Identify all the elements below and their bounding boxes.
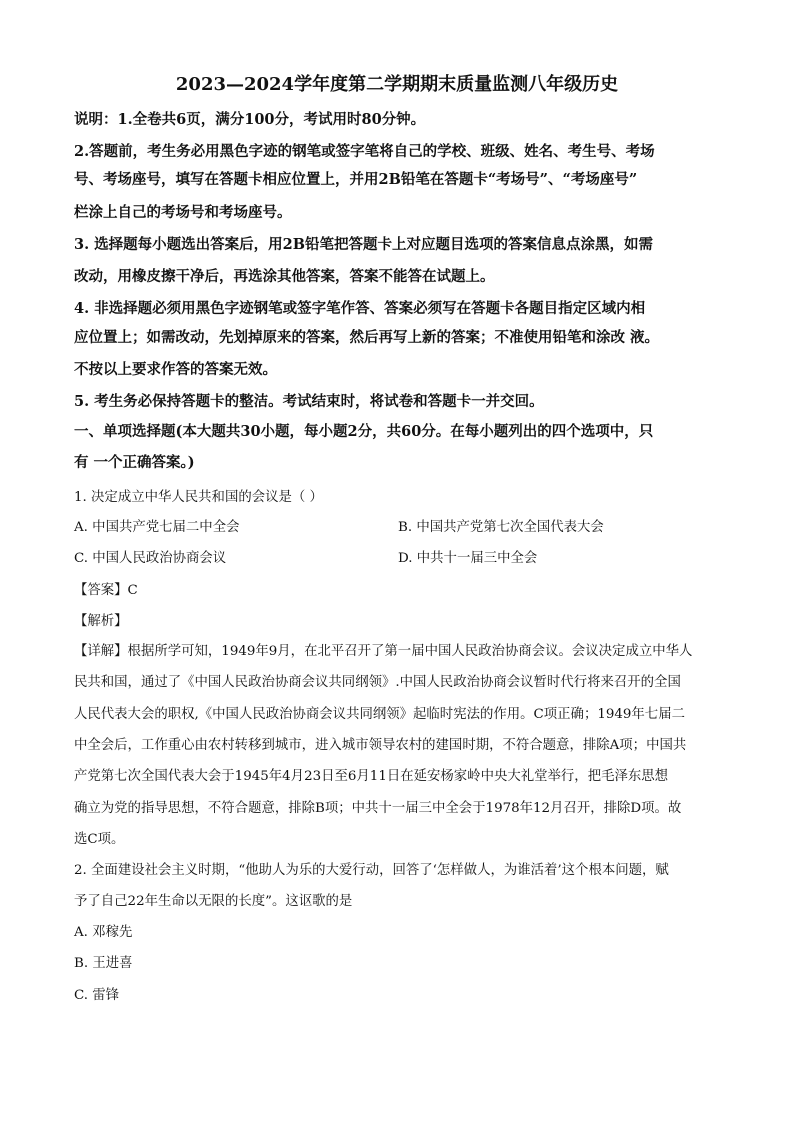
question-2-stem: 予了自己22年生命以无限的长度”。这讴歌的是 bbox=[74, 894, 353, 909]
q1-detail-line: 确立为党的指导思想，不符合题意，排除B项；中共十一届三中全会于1978年12月召开，排除D项。故 bbox=[74, 801, 682, 816]
instruction-line: 说明：1.全卷共6页，满分100分，考试用时80分钟。 bbox=[74, 111, 426, 128]
q1-option-b: B. 中国共产党第七次全国代表大会 bbox=[398, 520, 604, 535]
q1-answer: 【答案】C bbox=[74, 583, 138, 598]
q1-option-a: A. 中国共产党七届二中全会 bbox=[74, 520, 240, 535]
q2-option-a: A. 邓稼先 bbox=[74, 925, 133, 940]
instruction-line: 5. 考生务必保持答题卡的整洁。考试结束时，将试卷和答题卡一并交回。 bbox=[74, 393, 544, 410]
section-heading: 一、单项选择题(本大题共30小题，每小题2分，共60分。在每小题列出的四个选项中，只 bbox=[74, 423, 654, 440]
q1-detail-line: 民共和国，通过了《中国人民政治协商会议共同纲领》.中国人民政治协商会议暂时代行将来召开的全国 bbox=[74, 675, 681, 690]
instruction-line: 不按以上要求作答的答案无效。 bbox=[74, 361, 277, 378]
q1-detail-line: 【详解】根据所学可知，1949年9月，在北平召开了第一届中国人民政治协商会议。会议决定成立中华人 bbox=[74, 644, 693, 659]
instruction-line: 栏涂上自己的考场号和考场座号。 bbox=[74, 204, 292, 221]
q1-detail-line: 产党第七次全国代表大会于1945年4月23日至6月11日在延安杨家岭中央大礼堂举行，把毛泽东思想 bbox=[74, 769, 669, 784]
q2-option-b: B. 王进喜 bbox=[74, 956, 133, 971]
q1-option-d: D. 中共十一届三中全会 bbox=[398, 551, 538, 566]
q2-option-c: C. 雷锋 bbox=[74, 988, 120, 1003]
instruction-line: 号、考场座号，填写在答题卡相应位置上，并用2B铅笔在答题卡“考场号”、“考场座号” bbox=[74, 171, 638, 188]
question-1-stem: 1. 决定成立中华人民共和国的会议是（ ） bbox=[74, 490, 323, 505]
instruction-line: 3. 选择题每小题选出答案后，用2B铅笔把答题卡上对应题目选项的答案信息点涂黑，如需 bbox=[74, 236, 654, 253]
question-2-stem: 2. 全面建设社会主义时期，“他助人为乐的大爱行动，回答了‘怎样做人，为谁活着’这个根本问题，赋 bbox=[74, 863, 669, 878]
instruction-line: 应位置上；如需改动，先划掉原来的答案，然后再写上新的答案；不准使用铅笔和涂改 液。 bbox=[74, 329, 660, 346]
instruction-line: 4. 非选择题必须用黑色字迹钢笔或签字笔作答、答案必须写在答题卡各题目指定区域内相 bbox=[74, 300, 646, 317]
instruction-line: 改动，用橡皮擦干净后，再选涂其他答案，答案不能答在试题上。 bbox=[74, 268, 495, 285]
instruction-line: 2.答题前，考生务必用黑色字迹的钢笔或签字笔将自己的学校、班级、姓名、考生号、考场 bbox=[74, 143, 655, 160]
q1-analysis-label: 【解析】 bbox=[74, 614, 128, 629]
page-title: 2023—2024学年度第二学期期末质量监测八年级历史 bbox=[175, 74, 619, 95]
q1-detail-line: 人民代表大会的职权,《中国人民政治协商会议共同纲领》起临时宪法的作用。C项正确；1949年七届二 bbox=[74, 707, 685, 722]
q1-detail-line: 选C项。 bbox=[74, 832, 125, 847]
section-heading: 有 一个正确答案。) bbox=[74, 454, 195, 471]
q1-option-c: C. 中国人民政治协商会议 bbox=[74, 551, 227, 566]
q1-detail-line: 中全会后，工作重心由农村转移到城市，进入城市领导农村的建国时期，不符合题意，排除A项；中国共 bbox=[74, 738, 687, 753]
